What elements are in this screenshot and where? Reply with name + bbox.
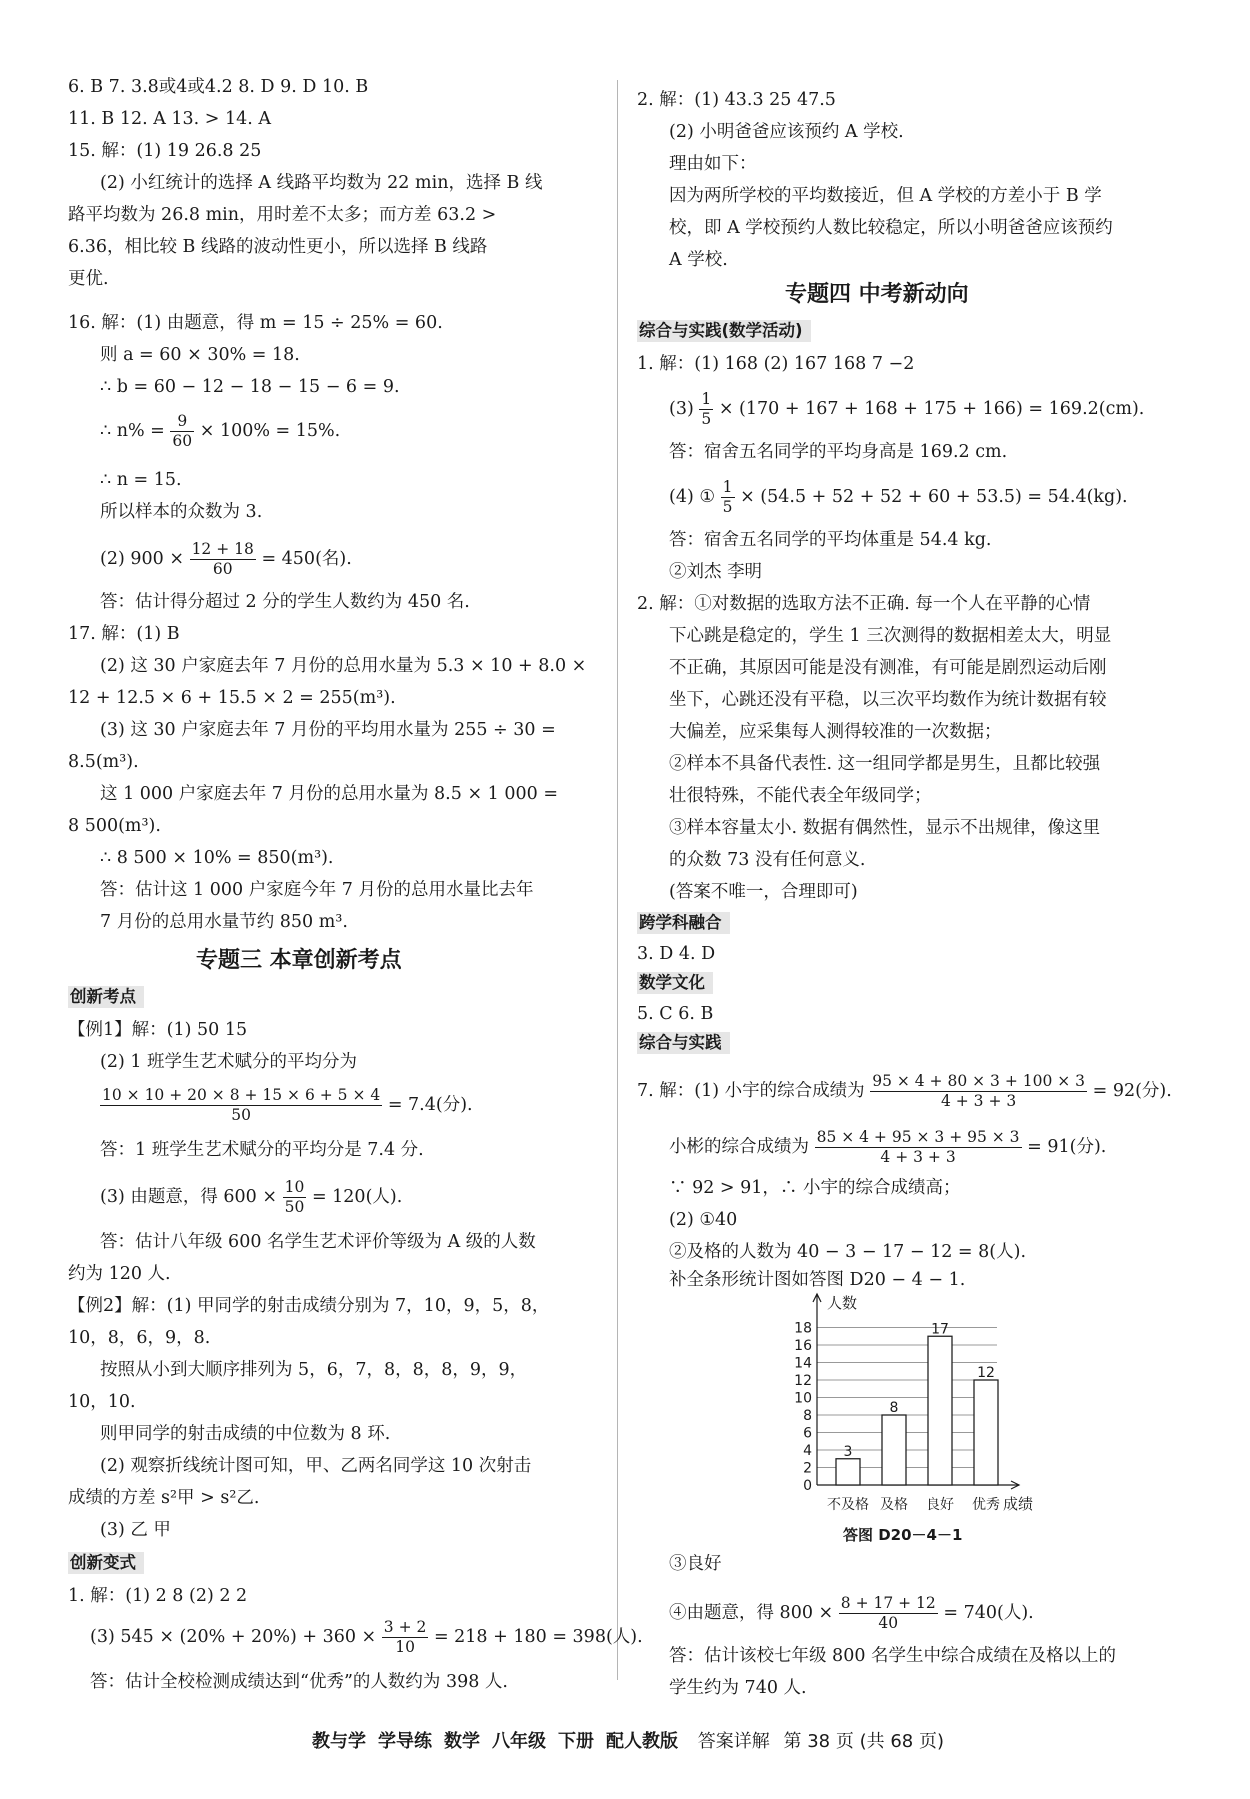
answer-line: 1. 解：(1) 168 (2) 167 168 7 −2 — [637, 354, 915, 374]
answer-line: 所以样本的众数为 3. — [100, 502, 263, 522]
formula-line: 7. 解：(1) 小宇的综合成绩为 $\frac{95 \times 4 + 80 \times 3 + 100 \times 3}{4 + 3 + 3}$ = 92(分). — [637, 1072, 1172, 1110]
answer-line: 7 月份的总用水量节约 850 m³. — [100, 912, 348, 932]
section-title: 专题三 本章创新考点 — [196, 948, 402, 973]
fraction: $\frac{3 + 2}{10}$ — [383, 1618, 427, 1656]
answer-line: 17. 解：(1) B — [68, 624, 180, 644]
formula-line: $\frac{10 \times 10 + 20 \times 8 + 15 \times 6 + 5 \times 4}{50}$ = 7.4(分). — [102, 1086, 473, 1124]
answer-line: 答：1 班学生艺术赋分的平均分是 7.4 分. — [100, 1140, 424, 1160]
answer-line: 16. 解：(1) 由题意，得 m = 15 ÷ 25% = 60. — [68, 313, 443, 333]
answer-line: 6.36，相比较 B 线路的波动性更小，所以选择 B 线路 — [68, 237, 488, 257]
answer-line: 2. 解：(1) 43.3 25 47.5 — [637, 90, 836, 110]
answer-line: (答案不唯一，合理即可) — [669, 882, 858, 902]
answer-line: 因为两所学校的平均数接近，但 A 学校的方差小于 B 学 — [669, 186, 1102, 206]
answer-line: 不正确，其原因可能是没有测准，有可能是剧烈运动后刚 — [669, 658, 1107, 678]
answer-line: 答：宿舍五名同学的平均体重是 54.4 kg. — [669, 530, 992, 550]
section-heading: 数学文化 — [637, 972, 713, 994]
y-tick-label: 4 — [803, 1443, 812, 1459]
section-title: 专题四 中考新动向 — [785, 282, 969, 307]
y-tick-label: 12 — [794, 1373, 812, 1389]
answer-line: 15. 解：(1) 19 26.8 25 — [68, 141, 262, 161]
bar-chart — [785, 1289, 1045, 1521]
y-tick-label: 2 — [803, 1460, 812, 1477]
answer-line: 8 500(m³). — [68, 816, 161, 836]
answer-line: 答：估计该校七年级 800 名学生中综合成绩在及格以上的 — [669, 1646, 1117, 1666]
answer-line: 这 1 000 户家庭去年 7 月份的总用水量为 8.5 × 1 000 = — [100, 784, 558, 804]
bar — [836, 1459, 860, 1485]
y-axis-label: 人数 — [827, 1294, 858, 1312]
answer-line: ②及格的人数为 40 − 3 − 17 − 12 = 8(人). — [669, 1242, 1027, 1262]
answer-line: 答：估计八年级 600 名学生艺术评价等级为 A 级的人数 — [100, 1232, 536, 1252]
y-tick-label: 14 — [794, 1355, 812, 1372]
formula-line: ④由题意，得 800 × $\frac{8 + 17 + 12}{40}$ = 740(人). — [669, 1594, 1034, 1632]
answer-line: 1. 解：(1) 2 8 (2) 2 2 — [68, 1586, 248, 1606]
answer-line: 路平均数为 26.8 min，用时差不太多；而方差 63.2 > — [68, 205, 497, 225]
section-heading: 跨学科融合 — [637, 912, 730, 934]
y-tick-label: 0 — [803, 1478, 812, 1494]
footer-page: 第 38 页 — [783, 1731, 854, 1752]
bar-data-label: 8 — [889, 1400, 899, 1416]
answer-line: 【例2】解：(1) 甲同学的射击成绩分别为 7，10，9，5，8， — [68, 1296, 550, 1316]
answer-line: 校，即 A 学校预约人数比较稳定，所以小明爸爸应该预约 — [669, 218, 1113, 238]
answer-line: 12 + 12.5 × 6 + 15.5 × 2 = 255(m³). — [68, 688, 396, 708]
answer-line: ②刘杰 李明 — [669, 562, 763, 582]
answer-line: 下心跳是稳定的，学生 1 三次测得的数据相差太大，明显 — [669, 626, 1112, 646]
answer-line: 学生约为 740 人. — [669, 1678, 807, 1698]
formula-line: 小彬的综合成绩为 $\frac{85 \times 4 + 95 \times 3 + 95 \times 3}{4 + 3 + 3}$ = 91(分). — [669, 1128, 1107, 1166]
formula-line: (2) 900 × $\frac{12 + 18}{60}$ = 450(名). — [100, 540, 352, 578]
answer-line: 补全条形统计图如答图 D20 − 4 − 1. — [669, 1270, 966, 1290]
answer-line: 10，10. — [68, 1392, 136, 1412]
answer-line: 更优. — [68, 269, 109, 289]
section-heading: 综合与实践 — [637, 1032, 730, 1054]
formula-line: (4) ① $\frac{1}{5}$ × (54.5 + 52 + 52 + 60 + 53.5) = 54.4(kg). — [669, 478, 1128, 516]
bar — [928, 1336, 952, 1485]
y-tick-label: 6 — [803, 1425, 812, 1442]
answer-line: 约为 120 人. — [68, 1264, 171, 1284]
bar — [882, 1415, 906, 1485]
answer-line: 壮很特殊，不能代表全年级同学； — [669, 786, 932, 806]
answer-line: 5. C 6. B — [637, 1004, 714, 1024]
x-tick-label: 良好 — [926, 1497, 954, 1513]
y-tick-label: 18 — [794, 1320, 812, 1337]
y-tick-label: 10 — [794, 1390, 812, 1407]
x-tick-label: 不及格 — [827, 1497, 869, 1513]
answer-line: 答：估计全校检测成绩达到“优秀”的人数约为 398 人. — [90, 1672, 508, 1692]
fraction: $\frac{9}{60}$ — [172, 412, 193, 450]
answer-line: (2) 这 30 户家庭去年 7 月份的总用水量为 5.3 × 10 + 8.0 × — [100, 656, 587, 676]
section-heading: 综合与实践(数学活动) — [637, 320, 811, 342]
fraction: $\frac{95 \times 4 + 80 \times 3 + 100 \times 3}{4 + 3 + 3}$ — [872, 1072, 1086, 1110]
answer-line: A 学校. — [669, 250, 728, 270]
answer-line: 则甲同学的射击成绩的中位数为 8 环. — [100, 1424, 391, 1444]
x-tick-label: 优秀 — [972, 1497, 1000, 1513]
answer-line: ∴ b = 60 − 12 − 18 − 15 − 6 = 9. — [100, 377, 400, 397]
footer-section: 答案详解 — [697, 1731, 770, 1752]
footer-volume: 下册 — [558, 1731, 595, 1752]
fraction: $\frac{10 \times 10 + 20 \times 8 + 15 \times 6 + 5 \times 4}{50}$ — [102, 1086, 381, 1124]
answer-line: (2) 观察折线统计图可知，甲、乙两名同学这 10 次射击 — [100, 1456, 532, 1476]
answer-line: 坐下，心跳还没有平稳，以三次平均数作为统计数据有较 — [669, 690, 1107, 710]
chart-caption: 答图 D20－4－1 — [843, 1526, 963, 1544]
bar — [974, 1380, 998, 1485]
formula-line: (3) $\frac{1}{5}$ × (170 + 167 + 168 + 175 + 166) = 169.2(cm). — [669, 390, 1145, 428]
answer-line: 大偏差，应采集每人测得较准的一次数据； — [669, 722, 1002, 742]
answer-line: 【例1】解：(1) 50 15 — [68, 1020, 248, 1040]
answer-line: 按照从小到大顺序排列为 5，6，7，8，8，8，9，9， — [100, 1360, 528, 1380]
answer-line: (2) 1 班学生艺术赋分的平均分为 — [100, 1052, 358, 1072]
bar-data-label: 3 — [843, 1443, 853, 1460]
fraction: $\frac{12 + 18}{60}$ — [191, 540, 254, 578]
footer-subject: 数学 — [444, 1731, 481, 1752]
footer-total: (共 68 页) — [859, 1731, 944, 1752]
page-footer — [0, 1727, 1250, 1753]
answer-line: (2) 小明爸爸应该预约 A 学校. — [669, 122, 904, 142]
answer-line: ③样本容量太小. 数据有偶然性，显示不出规律，像这里 — [669, 818, 1101, 838]
footer-grade: 八年级 — [492, 1731, 547, 1752]
answer-line: (3) 这 30 户家庭去年 7 月份的平均用水量为 255 ÷ 30 = — [100, 720, 556, 740]
fraction: $\frac{8 + 17 + 12}{40}$ — [840, 1594, 936, 1632]
y-tick-label: 8 — [803, 1408, 812, 1424]
fraction: $\frac{1}{5}$ — [701, 390, 712, 428]
x-axis-label: 成绩 — [1003, 1495, 1034, 1513]
footer-series: 学导练 — [378, 1731, 433, 1752]
column-divider — [617, 80, 618, 1680]
answer-line: (2) 小红统计的选择 A 线路平均数为 22 min，选择 B 线 — [100, 173, 543, 193]
answer-line: 答：宿舍五名同学的平均身高是 169.2 cm. — [669, 442, 1008, 462]
answer-line: 则 a = 60 × 30% = 18. — [100, 345, 300, 365]
answer-line: 答：估计这 1 000 户家庭今年 7 月份的总用水量比去年 — [100, 880, 534, 900]
formula-line: (3) 由题意，得 600 × $\frac{10}{50}$ = 120(人). — [100, 1178, 403, 1216]
answer-line: 10，8，6，9，8. — [68, 1328, 211, 1348]
fraction: $\frac{85 \times 4 + 95 \times 3 + 95 \times 3}{4 + 3 + 3}$ — [816, 1128, 1020, 1166]
answer-line: ②样本不具备代表性. 这一组同学都是男生，且都比较强 — [669, 754, 1101, 774]
bar-data-label: 12 — [977, 1365, 995, 1381]
answer-line: 8.5(m³). — [68, 752, 139, 772]
formula-line: ∴ n% = $\frac{9}{60}$ × 100% = 15%. — [100, 412, 341, 450]
answer-line: 成绩的方差 s²甲 > s²乙. — [68, 1488, 260, 1508]
answer-line: ③良好 — [669, 1554, 722, 1574]
answer-line: (3) 乙 甲 — [100, 1520, 171, 1540]
section-heading: 创新考点 — [68, 986, 144, 1008]
answer-line: 6. B 7. 3.8或4或4.2 8. D 9. D 10. B — [68, 77, 369, 97]
answer-line: 的众数 73 没有任何意义. — [669, 850, 866, 870]
answer-line: 答：估计得分超过 2 分的学生人数约为 450 名. — [100, 592, 470, 612]
fraction: $\frac{1}{5}$ — [722, 478, 733, 516]
footer-brand: 教与学 — [312, 1731, 367, 1752]
formula-line: (3) 545 × (20% + 20%) + 360 × $\frac{3 + 2}{10}$ = 218 + 180 = 398(人). — [90, 1618, 643, 1656]
answer-line: ∴ 8 500 × 10% = 850(m³). — [100, 848, 334, 868]
answer-line: 2. 解：①对数据的选取方法不正确. 每一个人在平静的心情 — [637, 594, 1091, 614]
answer-line: ∵ 92 > 91，∴ 小宇的综合成绩高； — [669, 1178, 961, 1198]
answer-line: 理由如下： — [669, 154, 757, 174]
answer-line: 11. B 12. A 13. > 14. A — [68, 109, 272, 129]
x-tick-label: 及格 — [880, 1497, 908, 1513]
answer-line: (2) ①40 — [669, 1210, 738, 1230]
answer-line: ∴ n = 15. — [100, 470, 182, 490]
answer-line: 3. D 4. D — [637, 944, 716, 964]
bar-data-label: 17 — [931, 1321, 949, 1338]
section-heading: 创新变式 — [68, 1552, 144, 1574]
fraction: $\frac{10}{50}$ — [284, 1178, 305, 1216]
y-tick-label: 16 — [794, 1338, 812, 1354]
footer-edition: 配人教版 — [606, 1731, 679, 1752]
